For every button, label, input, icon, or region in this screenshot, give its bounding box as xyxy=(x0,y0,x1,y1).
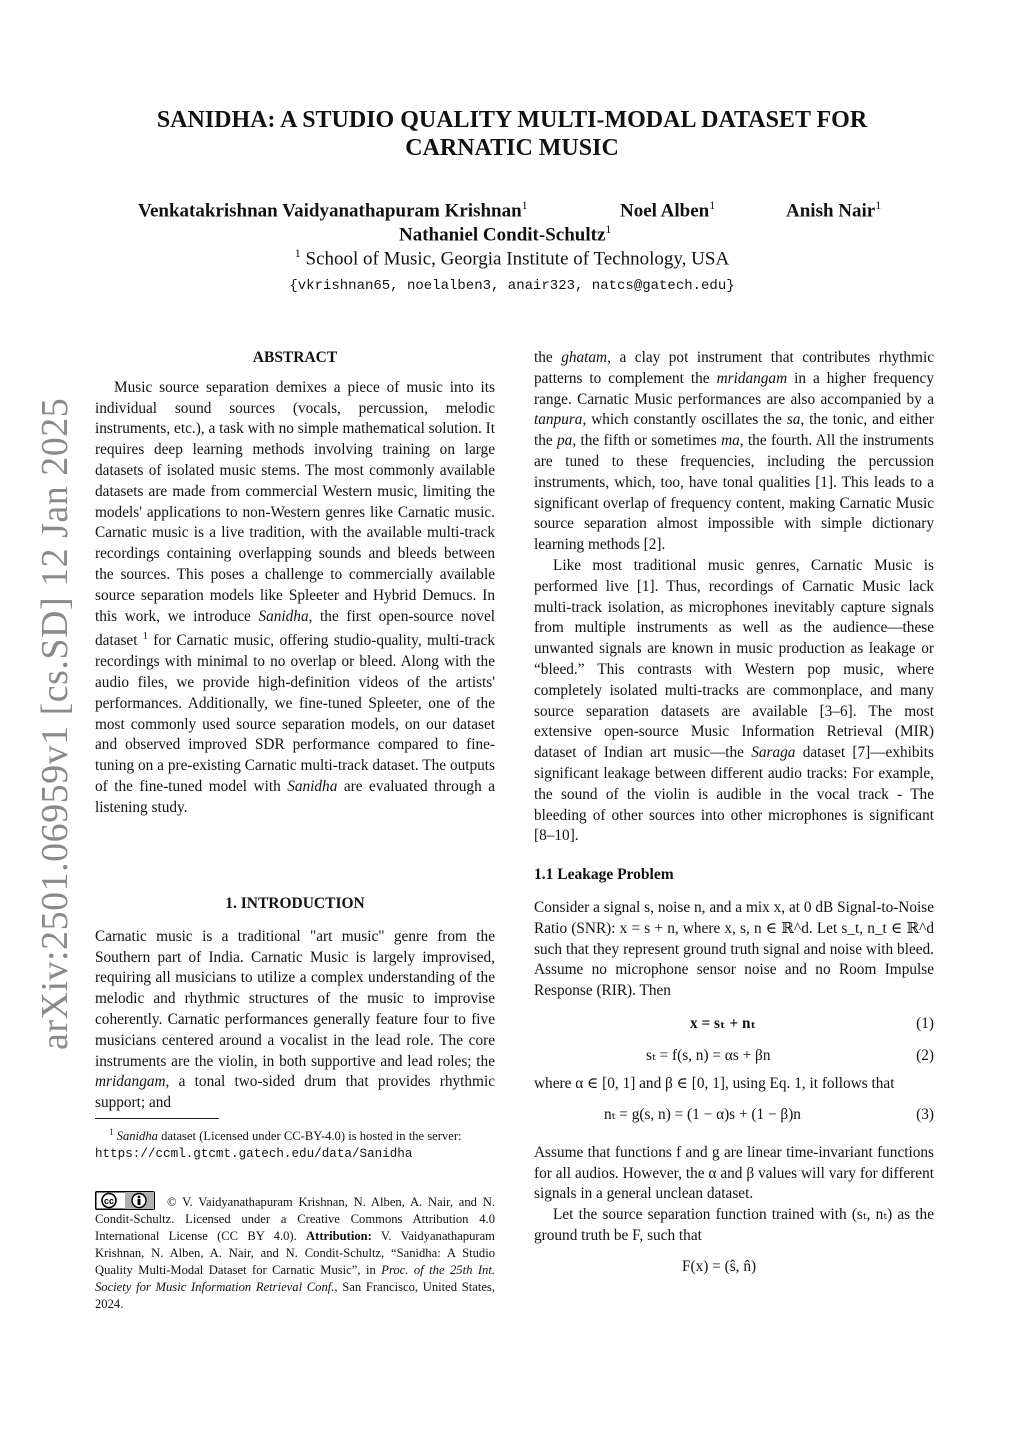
paragraph-instruments: the ghatam, a clay pot instrument that contributes rhythmic patterns to complement the mridangam in a higher frequency range. Carnatic Music performances are also accompanied by a tanpura, which constantly oscillates the sa, the tonic, and either the pa, the fifth or sometimes ma, the fourth. All the instruments are tuned to these frequencies, including the percussion instruments, which, too, have tonal qualities [1]. This leads to a significant overlap of frequency content, making Carnatic Music source separation almost impossible with simple dictionary learning methods [2]. xyxy=(534,349,934,554)
paragraph-source-separation: Let the source separation function trained with (sₜ, nₜ) as the ground truth be F, such that xyxy=(534,1206,934,1244)
leakage-problem-heading: 1.1 Leakage Problem xyxy=(534,866,674,884)
footnote: $^1$ Sanidha dataset (Licensed under CC-BY-4.0) is hosted in the server: https://ccml.gtcmt.gatech.edu/data/Sanidha xyxy=(95,1127,462,1162)
paragraph-signal-model: Consider a signal s, noise n, and a mix x, at 0 dB Signal-to-Noise Ratio (SNR): x = s + n, where x, s, n ∈ ℝ^d. Let s_t, n_t ∈ ℝ^d such that they represent ground truth signal and noise with bleed. Assume no microphone sensor noise and no Room Impulse Response (RIR). Then xyxy=(534,898,934,1000)
author-4: Nathaniel Condit-Schultz$^1$ xyxy=(399,222,612,246)
title-line-2: CARNATIC MUSIC xyxy=(405,135,619,161)
author-2: Noel Alben$^1$ xyxy=(620,198,716,222)
introduction-text: Carnatic music is a traditional "art music" genre from the Southern part of India. Carnatic Music is largely improvised, requiring all musicians to utilize a complex understanding of the melodic and rhythmic structures of the music to improvise coherently. Carnatic performances generally feature four to five musicians centered around a vocalist in the lead role. The core instruments are the violin, in both supportive and lead roles; the mridangam, a tonal two-sided drum that provides rhythmic support; and xyxy=(95,927,495,1112)
affiliation: $^1$ School of Music, Georgia Institute of Technology, USA xyxy=(294,246,730,270)
abstract-heading: ABSTRACT xyxy=(252,349,338,366)
abstract-section xyxy=(95,348,495,819)
cc-label: cc xyxy=(103,1196,115,1206)
arxiv-identifier: arXiv:2501.06959v1 [cs.SD] 12 Jan 2025 xyxy=(34,397,76,1050)
paper-title xyxy=(0,106,1024,162)
equation-2: sₜ = f(s, n) = αs + βn (2) xyxy=(646,1046,934,1064)
right-column xyxy=(534,348,934,1283)
author-emails: {vkrishnan65, noelalben3, anair323, natcs@gatech.edu} xyxy=(289,278,735,294)
dataset-url[interactable]: https://ccml.gtcmt.gatech.edu/data/Sanidha xyxy=(95,1147,413,1162)
equation-3: nₜ = g(s, n) = (1 − α)s + (1 − β)n (3) xyxy=(604,1105,934,1123)
abstract-text: Music source separation demixes a piece of music into its individual sound sources (vocals, percussion, melodic instruments, etc.), a task with no simple mathematical solution. It requires deep learning methods involving training on large datasets of isolated music stems. The most commonly available datasets are made from commercial Western music, limiting the models' applications to non-Western genres like Carnatic music. Carnatic music is a live tradition, with the available multi-track recordings containing overlapping sounds and bleeds between the sources. This poses a challenge to commercially available source separation models like Spleeter and Hybrid Demucs. In this work, we introduce Sanidha, the first open-source novel dataset $^1$ for Carnatic music, offering studio-quality, multi-track recordings with minimal to no overlap or bleed. Along with the audio files, we provide high-definition videos of the artists' performances. Additionally, we fine-tuned Spleeter, one of the most commonly used source separation models, on our dataset and observed improved SDR performance compared to fine-tuning on a pre-existing Carnatic multi-track dataset. The outputs of the fine-tuned model with Sanidha are evaluated through a listening study. xyxy=(95,378,496,816)
equation-1: x = sₜ + nₜ (1) xyxy=(690,1014,934,1032)
author-3: Anish Nair$^1$ xyxy=(786,198,882,222)
paragraph-live-recordings: Like most traditional music genres, Carnatic Music is performed live [1]. Thus, recordings of Carnatic Music lack multi-track isolation, as microphones inevitably capture signals from multiple instruments as well as the audience—these unwanted signals are known in music production as leakage or “bleed.” This contrasts with Western pop music, where completely isolated multi-tracks are commonplace, and many source separation datasets are available [3–6]. The most extensive open-source Music Information Retrieval (MIR) dataset of Indian art music—the Saraga dataset [7]—exhibits significant leakage between different audio tracks: For example, the sound of the violin is audible in the vocal track - The bleeding of other sources into other microphones is significant [8–10]. xyxy=(534,556,934,845)
license-statement: © V. Vaidyanathapuram Krishnan, N. Alben, A. Nair, and N. Condit-Schultz. Licensed under a Creative Commons Attribution 4.0 International License (CC BY 4.0). Attribution: V. Vaidyanathapuram Krishnan, N. Alben, A. Nair, and N. Condit-Schultz, “Sanidha: A Studio Quality Multi-Modal Dataset for Carnatic Music”, in Proc. of the 25th Int. Society for Music Information Retrieval Conf., San Francisco, United States, 2024. xyxy=(95,1195,495,1311)
paragraph-linear-functions: Assume that functions f and g are linear time-invariant functions for all audios. However, the α and β values will vary for different signals in a general unclean dataset. xyxy=(534,1143,934,1203)
footnote-rule xyxy=(95,1118,219,1119)
author-1: Venkatakrishnan Vaidyanathapuram Krishnan$^1$ xyxy=(138,198,528,222)
equation-4: F(x) = (ŝ, n̂) xyxy=(682,1257,757,1275)
introduction-heading: 1. INTRODUCTION xyxy=(225,895,365,912)
equation-explanation: where α ∈ [0, 1] and β ∈ [0, 1], using Eq. 1, it follows that xyxy=(534,1074,895,1092)
title-line-1: SANIDHA: A STUDIO QUALITY MULTI-MODAL DATASET FOR xyxy=(156,107,868,133)
introduction-section xyxy=(95,894,495,1114)
